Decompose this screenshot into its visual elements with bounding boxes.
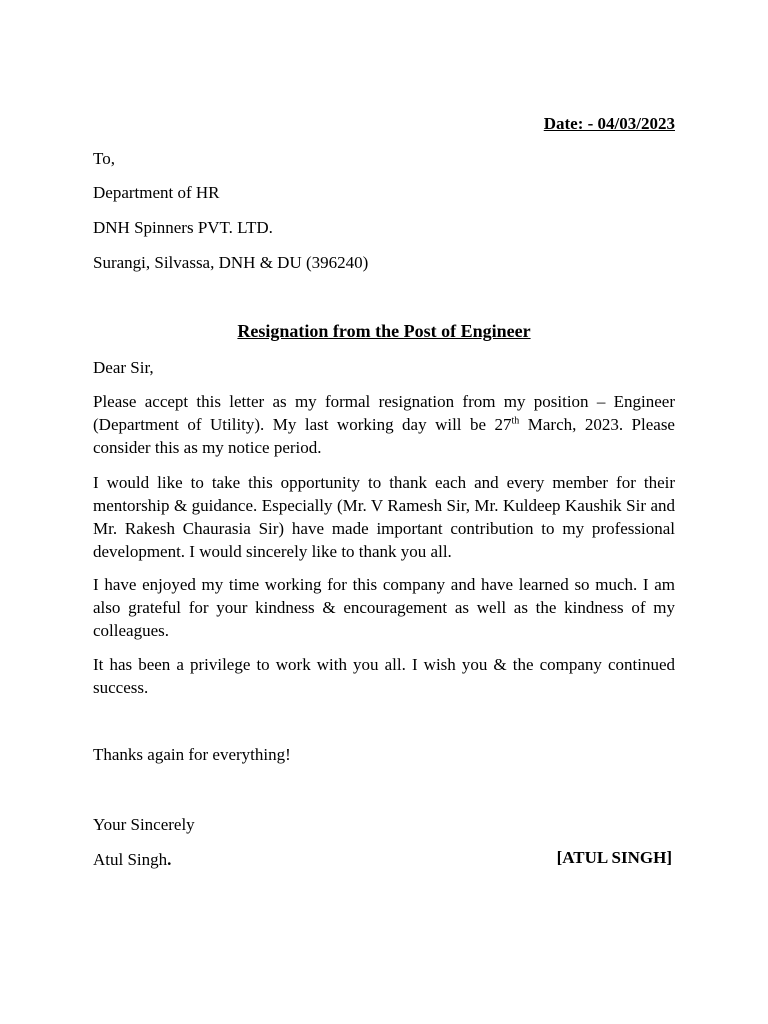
address-line-2: DNH Spinners PVT. LTD.	[93, 218, 273, 237]
address-line-1: Department of HR	[93, 183, 220, 202]
signature-name-text: Atul Singh	[93, 850, 168, 869]
signature-period: .	[167, 850, 172, 869]
closing-line: Your Sincerely	[93, 815, 195, 834]
signature-name	[93, 850, 171, 870]
paragraph-1-superscript: th	[511, 415, 520, 427]
paragraph-2: I would like to take this opportunity to thank each and every member for their mentorship & guidance. Especially (Mr. V Ramesh Sir, Mr. Kuldeep Kaushik Sir and Mr. Rakesh Chaurasia Sir) have made important contribution to my professional development. I would sincerely like to thank you all.	[93, 473, 675, 561]
letter-date: Date: - 04/03/2023	[543, 114, 675, 133]
signature-caps: [ATUL SINGH]	[556, 848, 672, 867]
paragraph-1	[93, 390, 675, 459]
paragraph-3: I have enjoyed my time working for this company and have learned so much. I am also grateful for your kindness & encouragement as well as the kindness of my colleagues.	[93, 575, 675, 640]
letter-subject	[0, 320, 768, 342]
salutation-to: To,	[93, 149, 115, 168]
thanks-line: Thanks again for everything!	[93, 745, 291, 764]
address-line-3: Surangi, Silvassa, DNH & DU (396240)	[93, 253, 369, 272]
paragraph-1-text-b: March, 2023. Please consider this as my notice period.	[93, 415, 675, 457]
paragraph-1-text-a: Please accept this letter as my formal resignation from my position – Engineer (Department of Utility). My last working day will be 27	[93, 392, 675, 434]
greeting: Dear Sir,	[93, 358, 154, 377]
letter-subject-text: Resignation from the Post of Engineer	[237, 321, 531, 341]
paragraph-4: It has been a privilege to work with you all. I wish you & the company continued success.	[93, 655, 675, 697]
